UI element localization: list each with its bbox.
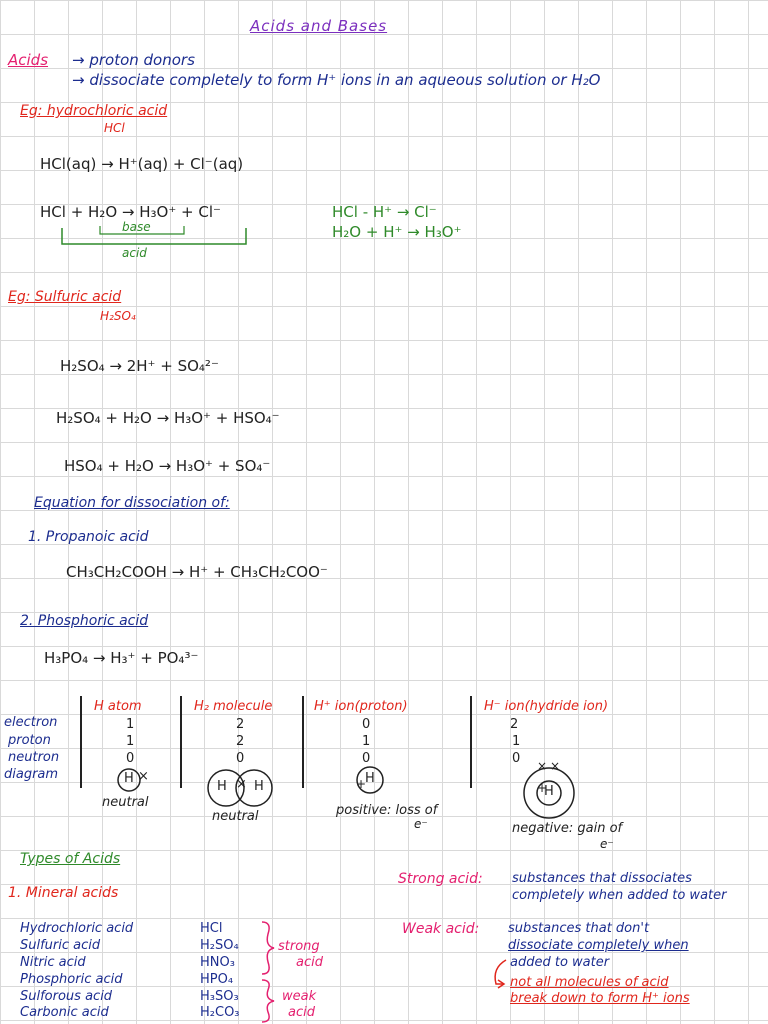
h-plus-neutrons: 0 (362, 751, 371, 766)
acid-formula: H₃SO₃ (200, 989, 239, 1004)
column-header-h2-molecule: H₂ molecule (194, 699, 273, 714)
column-header-h-plus-ion: H⁺ ion(proton) (314, 699, 408, 714)
row-label-electron: electron (4, 715, 58, 730)
sulfuric-equation-2: H₂SO₄ + H₂O → H₃O⁺ + HSO₄⁻ (56, 409, 280, 427)
sulfuric-equation-3: HSO₄ + H₂O → H₃O⁺ + SO₄⁻ (64, 457, 271, 475)
types-of-acids-heading: Types of Acids (20, 851, 121, 867)
h2-nucleus-left: H (217, 779, 227, 794)
hcl-water-equation: HCl + H₂O → H₃O⁺ + Cl⁻ (40, 203, 221, 221)
dissociation-heading: Equation for dissociation of: (34, 495, 230, 511)
page-title: Acids and Bases (250, 17, 388, 35)
acid-name: Sulfuric acid (20, 938, 101, 953)
hydride-caption: negative: gain of (512, 821, 623, 836)
strong-acid-definition-1: substances that dissociates (512, 871, 692, 886)
h2-shared-electrons: × (236, 777, 247, 792)
h2-neutrons: 0 (236, 751, 245, 766)
h-atom-neutrons: 0 (126, 751, 135, 766)
hydride-neutrons: 0 (512, 751, 521, 766)
hydride-electron-2: × (550, 759, 561, 773)
h-plus-caption-electron: e⁻ (414, 817, 428, 831)
acids-heading: Acids (8, 51, 49, 69)
strong-acid-definition-2: completely when added to water (512, 888, 727, 903)
acid-name: Sulforous acid (20, 989, 113, 1004)
h-atom-protons: 1 (126, 734, 135, 749)
weak-acid-definition-1: substances that don't (508, 921, 650, 936)
h-plus-charge: + (356, 777, 367, 791)
weak-acid-note-2: break down to form H⁺ ions (510, 991, 690, 1006)
acid-name: Carbonic acid (20, 1005, 109, 1020)
hydride-electrons: 2 (510, 717, 519, 732)
h-atom-nucleus: H (124, 771, 134, 786)
weak-group-label: weak (282, 989, 317, 1004)
hydride-caption-electron: e⁻ (600, 837, 614, 851)
acids-definition-1: → proton donors (72, 51, 195, 69)
base-label: base (122, 220, 151, 234)
acid-formula: H₂SO₄ (200, 938, 239, 953)
hydride-plus: + (537, 781, 548, 795)
strong-group-label: strong (278, 939, 320, 954)
strong-acid-term: Strong acid: (398, 871, 483, 887)
hcl-dissociation-equation: HCl(aq) → H⁺(aq) + Cl⁻(aq) (40, 155, 244, 173)
column-header-hydride-ion: H⁻ ion(hydride ion) (484, 699, 609, 714)
mineral-acids-label: 1. Mineral acids (8, 885, 119, 901)
acid-name: Hydrochloric acid (20, 921, 134, 936)
acid-formula: HNO₃ (200, 955, 235, 970)
propanoic-equation: CH₃CH₂COOH → H⁺ + CH₃CH₂COO⁻ (66, 563, 328, 581)
h-plus-caption: positive: loss of (336, 803, 438, 818)
strong-group-label-2: acid (296, 955, 323, 970)
phosphoric-equation: H₃PO₄ → H₃⁺ + PO₄³⁻ (44, 649, 199, 667)
example-hydrochloric-label: Eg: hydrochloric acid (20, 103, 168, 119)
acid-name: Nitric acid (20, 955, 86, 970)
weak-group-label-2: acid (288, 1005, 315, 1020)
h-atom-caption: neutral (102, 795, 149, 810)
phosphoric-label: 2. Phosphoric acid (20, 613, 149, 629)
weak-acid-note-1: not all molecules of acid (510, 975, 669, 990)
acid-formula: HCl (200, 921, 223, 936)
h-plus-nucleus: H (365, 771, 375, 786)
hydride-nucleus: H (544, 784, 554, 799)
acid-label: acid (122, 246, 147, 260)
hydrochloric-formula: HCl (104, 121, 125, 135)
h-atom-electron-cross: × (138, 769, 149, 784)
sulfuric-equation-1: H₂SO₄ → 2H⁺ + SO₄²⁻ (60, 357, 219, 375)
propanoic-label: 1. Propanoic acid (28, 529, 149, 545)
acid-formula: H₂CO₃ (200, 1005, 240, 1020)
h2-protons: 2 (236, 734, 245, 749)
weak-acid-definition-3: added to water (510, 955, 610, 970)
h-plus-protons: 1 (362, 734, 371, 749)
acids-definition-2: → dissociate completely to form H⁺ ions in an aqueous solution or H₂O (72, 71, 601, 89)
h2-electrons: 2 (236, 717, 245, 732)
row-label-diagram: diagram (4, 767, 59, 782)
hydride-protons: 1 (512, 734, 521, 749)
weak-acid-term: Weak acid: (402, 921, 480, 937)
weak-acid-definition-2: dissociate completely when (508, 938, 689, 953)
sulfuric-formula: H₂SO₄ (100, 309, 136, 323)
column-header-h-atom: H atom (94, 699, 142, 714)
h-atom-electrons: 1 (126, 717, 135, 732)
acid-formula: HPO₄ (200, 972, 234, 987)
side-equation-1: HCl - H⁺ → Cl⁻ (332, 203, 437, 221)
row-label-proton: proton (8, 733, 51, 748)
example-sulfuric-label: Eg: Sulfuric acid (8, 289, 122, 305)
row-label-neutron: neutron (8, 750, 60, 765)
acid-name: Phosphoric acid (20, 972, 123, 987)
hydride-electron-1: × (537, 759, 548, 773)
h2-nucleus-right: H (254, 779, 264, 794)
h2-caption: neutral (212, 809, 259, 824)
h-plus-electrons: 0 (362, 717, 371, 732)
side-equation-2: H₂O + H⁺ → H₃O⁺ (332, 223, 462, 241)
